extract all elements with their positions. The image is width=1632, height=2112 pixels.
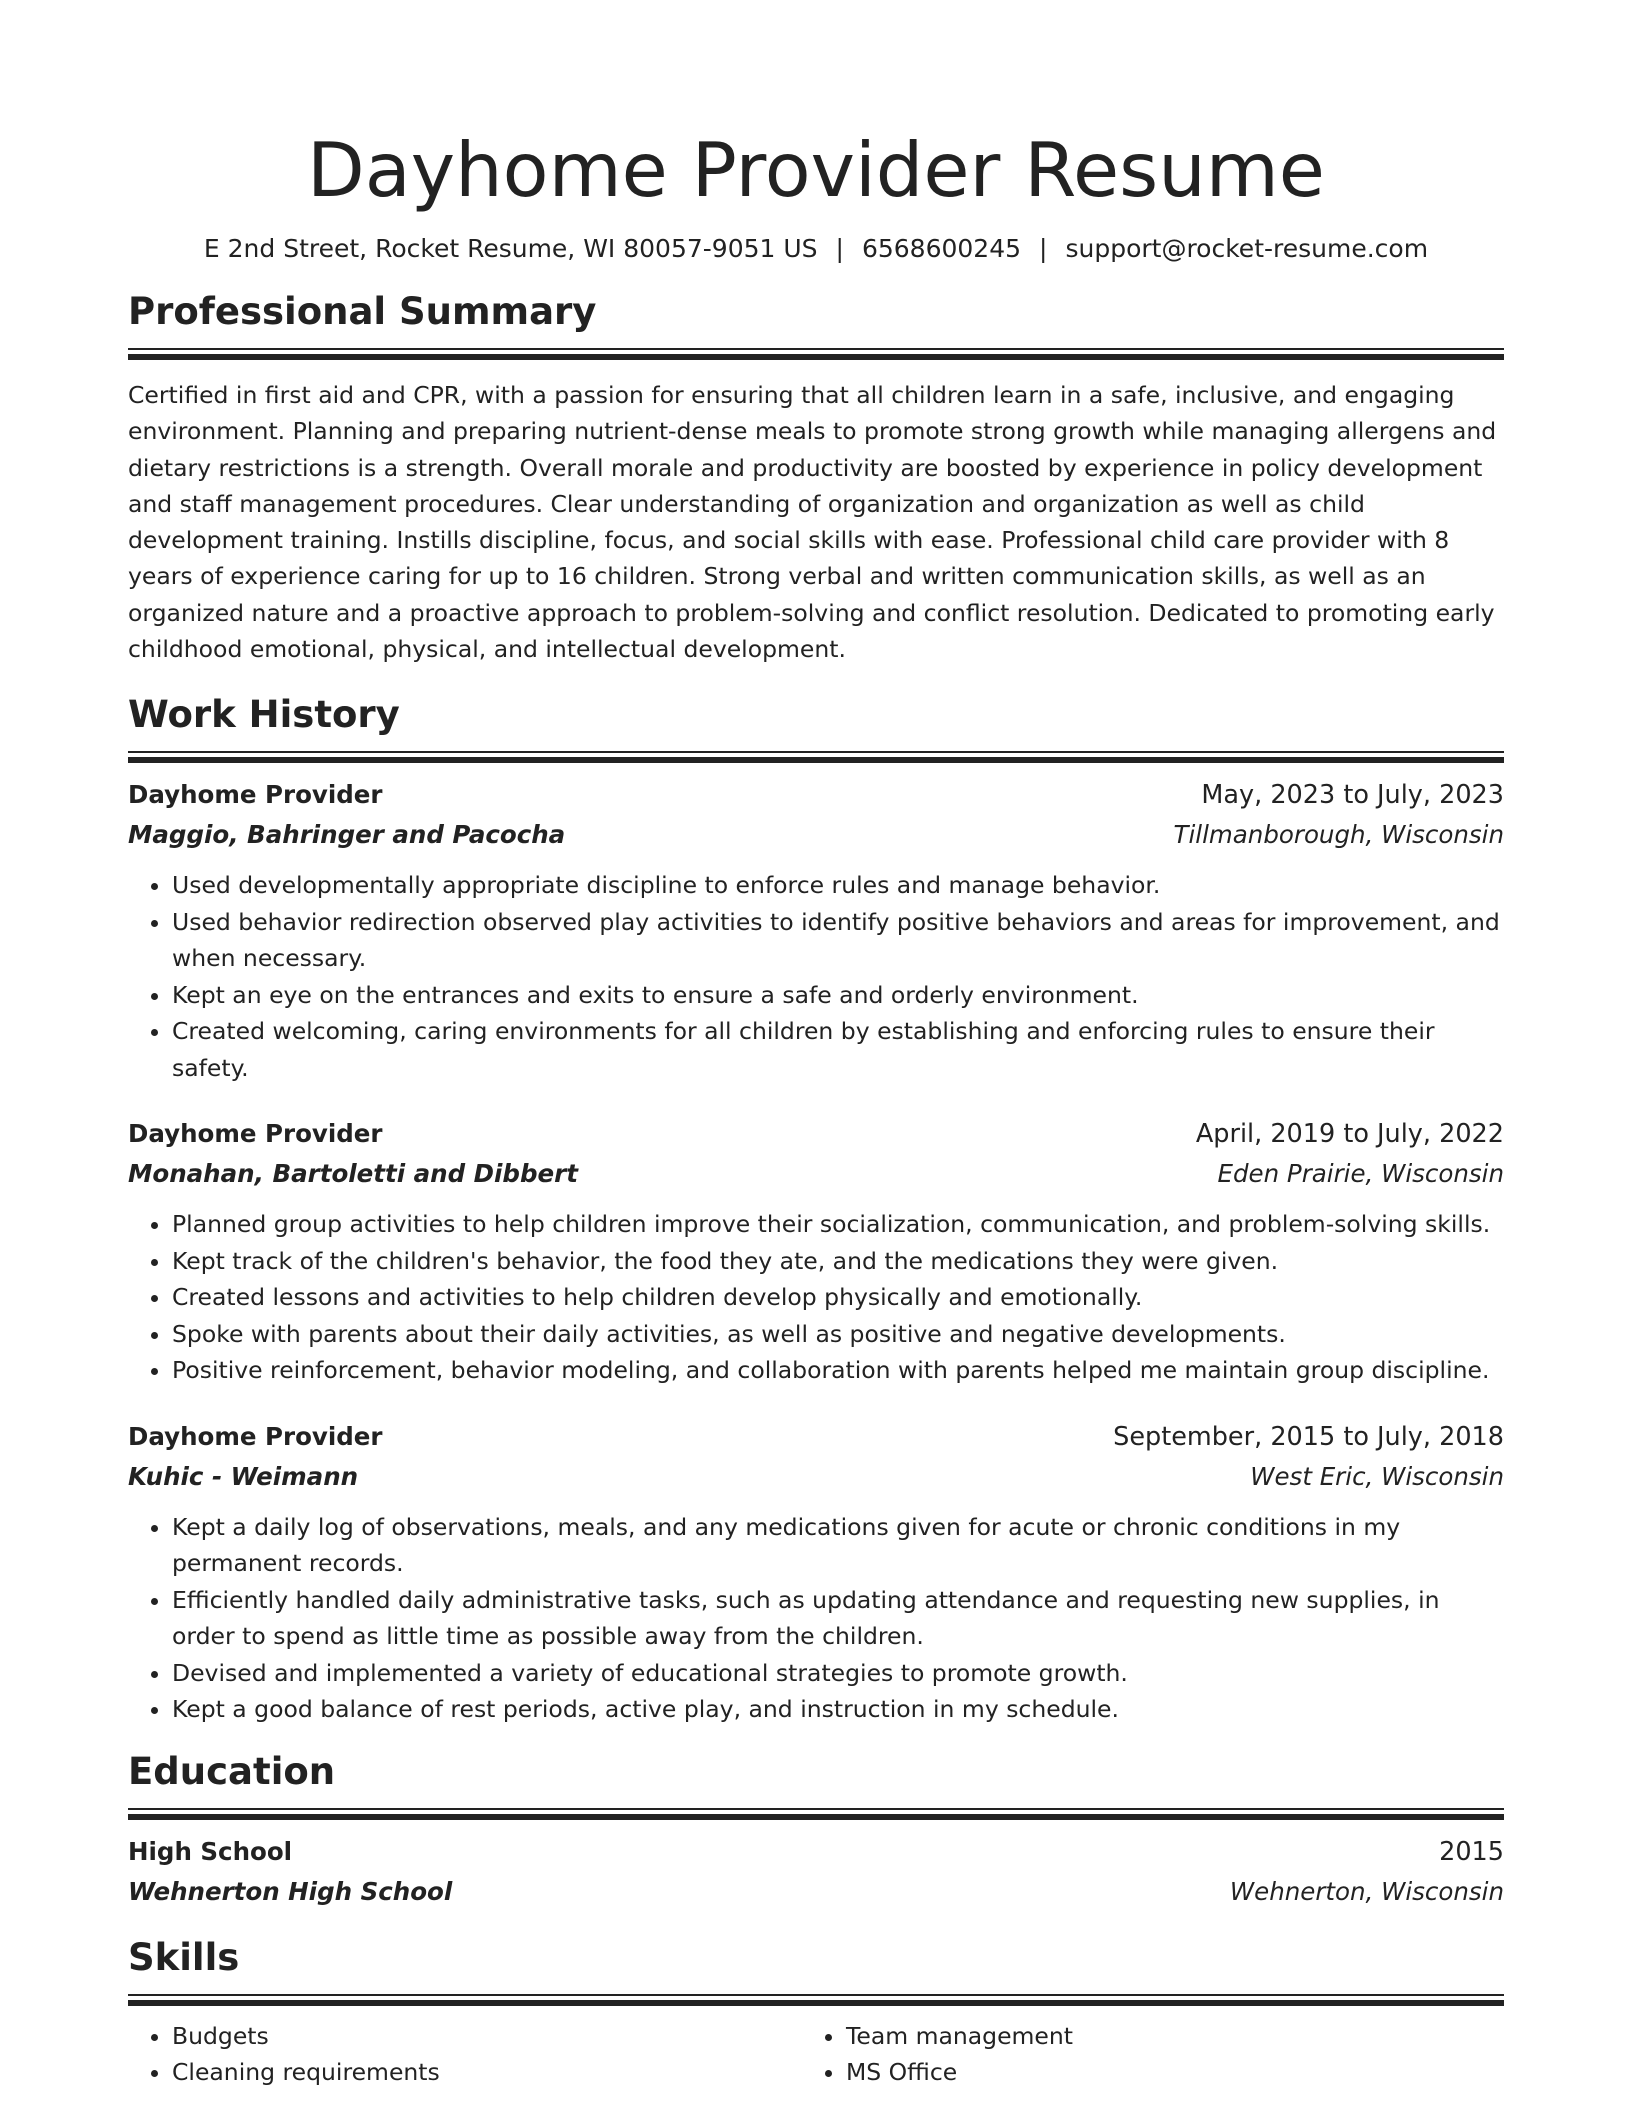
list-item: • Kept an eye on the entrances and exits to ensure a safe and orderly environment.	[172, 977, 1504, 1014]
skills-list-left	[128, 2018, 802, 2091]
job-title: Dayhome Provider	[128, 1421, 383, 1451]
contact-phone: 6568600245	[861, 234, 1022, 263]
job-entry	[128, 775, 1504, 1086]
job-company: Kuhic - Weimann	[128, 1461, 359, 1491]
job-header	[128, 775, 1504, 815]
contact-separator: |	[1039, 234, 1048, 263]
list-item: • Devised and implemented a variety of educational strategies to promote growth.	[172, 1655, 1504, 1692]
job-dates: May, 2023 to July, 2023	[1201, 780, 1504, 811]
education-year: 2015	[1439, 1836, 1504, 1867]
list-item: • Budgets	[172, 2018, 802, 2055]
list-item: • Created welcoming, caring environments for all children by establishing and enforcing rules to ensure their safety.	[172, 1013, 1504, 1086]
section-divider	[128, 1994, 1504, 2006]
job-bullets	[128, 867, 1504, 1086]
section-divider	[128, 1808, 1504, 1820]
contact-email: support@rocket-resume.com	[1065, 234, 1429, 263]
resume-title: Dayhome Provider Resume	[307, 126, 1325, 214]
job-subheader	[128, 815, 1504, 855]
list-item: • Efficiently handled daily administrative tasks, such as updating attendance and requesting new supplies, in order to spend as little time as possible away from the children.	[172, 1582, 1504, 1655]
job-location: Tillmanborough, Wisconsin	[1173, 820, 1504, 850]
skills-columns	[128, 2018, 1504, 2091]
resume-page	[128, 0, 1504, 2091]
list-item: • Team management	[846, 2018, 1476, 2055]
section-divider	[128, 348, 1504, 360]
job-header	[128, 1114, 1504, 1154]
education-location: Wehnerton, Wisconsin	[1229, 1876, 1504, 1906]
skills-section	[128, 1934, 1504, 2091]
list-item: • Positive reinforcement, behavior modeling, and collaboration with parents helped me maintain group discipline.	[172, 1352, 1504, 1389]
job-bullets	[128, 1206, 1504, 1389]
job-entry	[128, 1114, 1504, 1389]
job-location: West Eric, Wisconsin	[1250, 1461, 1504, 1491]
skills-list-right	[802, 2018, 1476, 2091]
job-entry	[128, 1417, 1504, 1728]
job-header	[128, 1417, 1504, 1457]
education-entry	[128, 1832, 1504, 1912]
contact-line	[128, 232, 1504, 266]
contact-separator: |	[835, 234, 844, 263]
list-item: • Created lessons and activities to help children develop physically and emotionally.	[172, 1279, 1504, 1316]
job-title: Dayhome Provider	[128, 780, 383, 810]
job-bullets	[128, 1509, 1504, 1728]
section-heading-skills: Skills	[128, 1935, 240, 1979]
section-heading-education: Education	[128, 1749, 336, 1793]
list-item: • Used developmentally appropriate discipline to enforce rules and manage behavior.	[172, 867, 1504, 904]
job-company: Maggio, Bahringer and Pacocha	[128, 820, 566, 850]
list-item: • MS Office	[846, 2054, 1476, 2091]
list-item: • Kept track of the children's behavior, the food they ate, and the medications they were given.	[172, 1243, 1504, 1280]
education-section	[128, 1748, 1504, 1912]
work-section	[128, 691, 1504, 1728]
education-subheader	[128, 1872, 1504, 1912]
list-item: • Cleaning requirements	[172, 2054, 802, 2091]
education-school: Wehnerton High School	[128, 1876, 453, 1906]
job-dates: September, 2015 to July, 2018	[1113, 1421, 1504, 1452]
list-item: • Kept a good balance of rest periods, active play, and instruction in my schedule.	[172, 1691, 1504, 1728]
list-item: • Used behavior redirection observed play activities to identify positive behaviors and areas for improvement, and when necessary.	[172, 904, 1504, 977]
contact-address: E 2nd Street, Rocket Resume, WI 80057-9051 US	[203, 234, 818, 263]
section-heading-summary: Professional Summary	[128, 290, 597, 333]
job-subheader	[128, 1154, 1504, 1194]
list-item: • Planned group activities to help children improve their socialization, communication, and problem-solving skills.	[172, 1206, 1504, 1243]
section-heading-work: Work History	[128, 693, 400, 737]
summary-section	[128, 288, 1504, 667]
job-subheader	[128, 1457, 1504, 1497]
list-item: • Spoke with parents about their daily activities, as well as positive and negative developments.	[172, 1316, 1504, 1353]
job-title: Dayhome Provider	[128, 1119, 383, 1149]
job-location: Eden Prairie, Wisconsin	[1217, 1159, 1504, 1189]
section-divider	[128, 751, 1504, 763]
education-degree: High School	[128, 1836, 293, 1866]
list-item: • Kept a daily log of observations, meals, and any medications given for acute or chronic conditions in my permanent records.	[172, 1509, 1504, 1582]
summary-text: Certified in first aid and CPR, with a passion for ensuring that all children learn in a safe, inclusive, and engaging environment. Planning and preparing nutrient-dense meals to promote strong growth while managing allergens and dietary restrictions is a strength. Overall morale and productivity are boosted by experience in policy development and staff management procedures. Clear understanding of organization and organization as well as child development training. Instills discipline, focus, and social skills with ease. Professional child care provider with 8 years of experience caring for up to 16 children. Strong verbal and written communication skills, as well as an organized nature and a proactive approach to problem-solving and conflict resolution. Dedicated to promoting early childhood emotional, physical, and intellectual development.	[128, 381, 1497, 664]
education-header	[128, 1832, 1504, 1872]
job-dates: April, 2019 to July, 2022	[1195, 1119, 1504, 1150]
job-company: Monahan, Bartoletti and Dibbert	[128, 1159, 578, 1189]
